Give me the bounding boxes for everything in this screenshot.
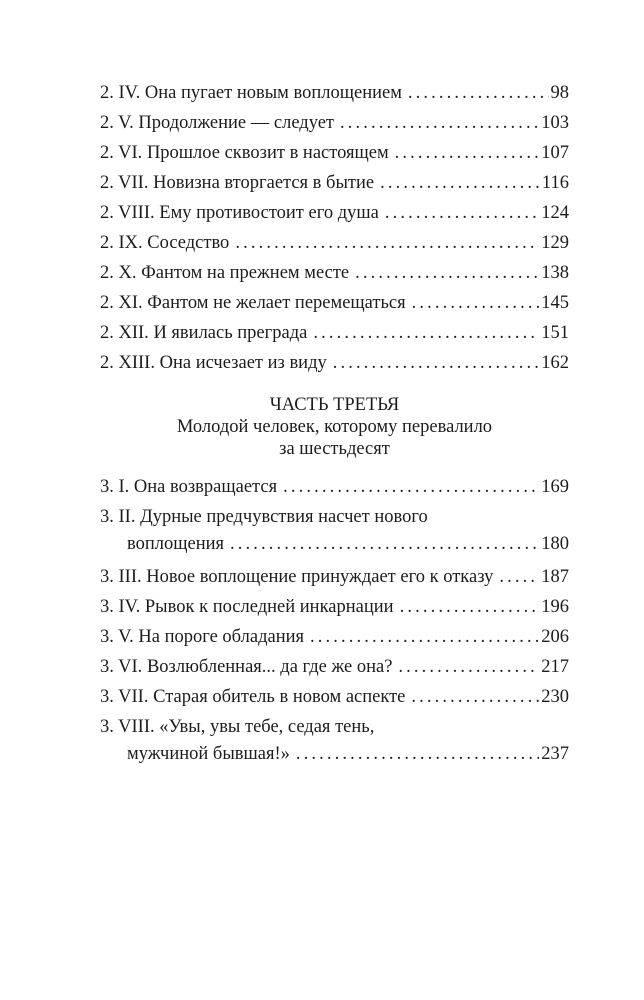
toc-entry-number: 2. V.: [100, 113, 134, 133]
toc-entry-number: 2. X.: [100, 263, 137, 283]
dot-leader: [340, 108, 539, 138]
toc-entry-page: 162: [541, 353, 569, 373]
toc-entry-number: 2. XIII.: [100, 353, 155, 373]
part-three-heading: ЧАСТЬ ТРЕТЬЯ: [269, 395, 400, 415]
part-two-entries: [100, 78, 569, 378]
toc-entry: [100, 78, 569, 108]
toc-entry-number: 3. II.: [100, 507, 136, 527]
toc-entry: [100, 138, 569, 168]
toc-entry-number: 2. VI.: [100, 143, 143, 163]
toc-entry: [100, 198, 569, 228]
toc-entry-page: 151: [541, 323, 569, 343]
toc-entry: [100, 502, 569, 562]
toc-entry-page: 124: [541, 203, 569, 223]
toc-entry-title: 3. IV. Рывок к последней инкарнации: [100, 597, 394, 617]
toc-entry: [100, 288, 569, 318]
toc-entry: [100, 562, 569, 592]
table-of-contents: [100, 78, 569, 772]
toc-entry: [100, 108, 569, 138]
dot-leader: [499, 562, 539, 592]
toc-entry: [100, 592, 569, 622]
toc-entry-page: 103: [541, 113, 569, 133]
toc-entry: [100, 348, 569, 378]
toc-entry-number: 3. VIII.: [100, 717, 155, 737]
toc-entry-page: 237: [541, 744, 569, 764]
toc-entry-page: 145: [541, 293, 569, 313]
toc-entry: [100, 168, 569, 198]
dot-leader: [310, 622, 539, 652]
dot-leader: [355, 258, 539, 288]
toc-entry-page: 138: [541, 263, 569, 283]
toc-entry-page: 187: [541, 567, 569, 587]
toc-entry-page: 129: [541, 233, 569, 253]
toc-entry-number: 2. VII.: [100, 173, 149, 193]
toc-entry-number: 3. I.: [100, 477, 130, 497]
toc-entry-page: 107: [541, 143, 569, 163]
part-three-header: [100, 394, 569, 460]
toc-entry-number: 2. IV.: [100, 83, 141, 103]
toc-entry-title: 2. XIII. Она исчезает из виду: [100, 353, 327, 373]
dot-leader: [230, 529, 539, 559]
toc-entry-page: 116: [541, 173, 569, 193]
toc-entry-title-continued: воплощения: [127, 534, 225, 554]
toc-entry-title: 2. IX. Соседство: [100, 233, 230, 253]
toc-entry-number: 2. IX.: [100, 233, 143, 253]
dot-leader: [411, 682, 539, 712]
toc-entry-page: 196: [541, 597, 569, 617]
toc-entry-title: 2. X. Фантом на прежнем месте: [100, 263, 350, 283]
toc-entry: [100, 228, 569, 258]
toc-entry: [100, 712, 569, 772]
dot-leader: [296, 739, 539, 769]
part-three-subtitle-line2: за шестьдесят: [279, 439, 390, 459]
toc-entry-number: 3. VI.: [100, 657, 143, 677]
toc-entry-number: 3. III.: [100, 567, 142, 587]
toc-entry-title: 3. VIII. «Увы, увы тебе, седая тень,: [100, 717, 375, 737]
toc-entry-title: 2. VI. Прошлое сквозит в настоящем: [100, 143, 389, 163]
toc-entry-title: 3. VII. Старая обитель в новом аспекте: [100, 687, 406, 707]
dot-leader: [235, 228, 539, 258]
part-three-subtitle-line1: Молодой человек, которому перевалило: [176, 417, 493, 437]
toc-entry-title: 3. I. Она возвращается: [100, 477, 278, 497]
toc-entry: [100, 472, 569, 502]
toc-entry-page: 169: [541, 477, 569, 497]
toc-entry-page: 230: [541, 687, 569, 707]
dot-leader: [400, 592, 540, 622]
toc-entry-page: 98: [550, 83, 569, 103]
toc-entry-title: 3. II. Дурные предчувствия насчет нового: [100, 507, 428, 527]
toc-entry-title: 2. V. Продолжение — следует: [100, 113, 335, 133]
dot-leader: [283, 472, 539, 502]
toc-entry-title: 2. XII. И явилась преграда: [100, 323, 308, 343]
dot-leader: [412, 288, 540, 318]
toc-entry-page: 206: [541, 627, 569, 647]
part-three-entries: [100, 472, 569, 772]
toc-entry-number: 2. VIII.: [100, 203, 155, 223]
dot-leader: [380, 168, 540, 198]
toc-entry-number: 2. XI.: [100, 293, 143, 313]
toc-entry-title: 2. IV. Она пугает новым воплощением: [100, 83, 402, 103]
dot-leader: [395, 138, 540, 168]
dot-leader: [385, 198, 539, 228]
toc-entry: [100, 682, 569, 712]
toc-entry-title: 3. VI. Возлюбленная... да где же она?: [100, 657, 393, 677]
toc-entry-title: 2. VIII. Ему противостоит его душа: [100, 203, 379, 223]
toc-entry-number: 2. XII.: [100, 323, 149, 343]
toc-entry: [100, 318, 569, 348]
dot-leader: [313, 318, 539, 348]
dot-leader: [408, 78, 549, 108]
toc-entry-page: 180: [541, 534, 569, 554]
toc-entry: [100, 622, 569, 652]
toc-entry-title: 3. III. Новое воплощение принуждает его к отказу: [100, 567, 494, 587]
toc-entry: [100, 258, 569, 288]
toc-entry-number: 3. IV.: [100, 597, 141, 617]
toc-entry-title: 2. VII. Новизна вторгается в бытие: [100, 173, 375, 193]
toc-entry-page: 217: [541, 657, 569, 677]
toc-entry-title-continued: мужчиной бывшая!»: [127, 744, 290, 764]
toc-entry-title: 2. XI. Фантом не желает перемещаться: [100, 293, 406, 313]
toc-entry-number: 3. VII.: [100, 687, 149, 707]
dot-leader: [333, 348, 540, 378]
toc-entry-title: 3. V. На пороге обладания: [100, 627, 305, 647]
toc-entry-number: 3. V.: [100, 627, 134, 647]
toc-entry: [100, 652, 569, 682]
dot-leader: [398, 652, 539, 682]
